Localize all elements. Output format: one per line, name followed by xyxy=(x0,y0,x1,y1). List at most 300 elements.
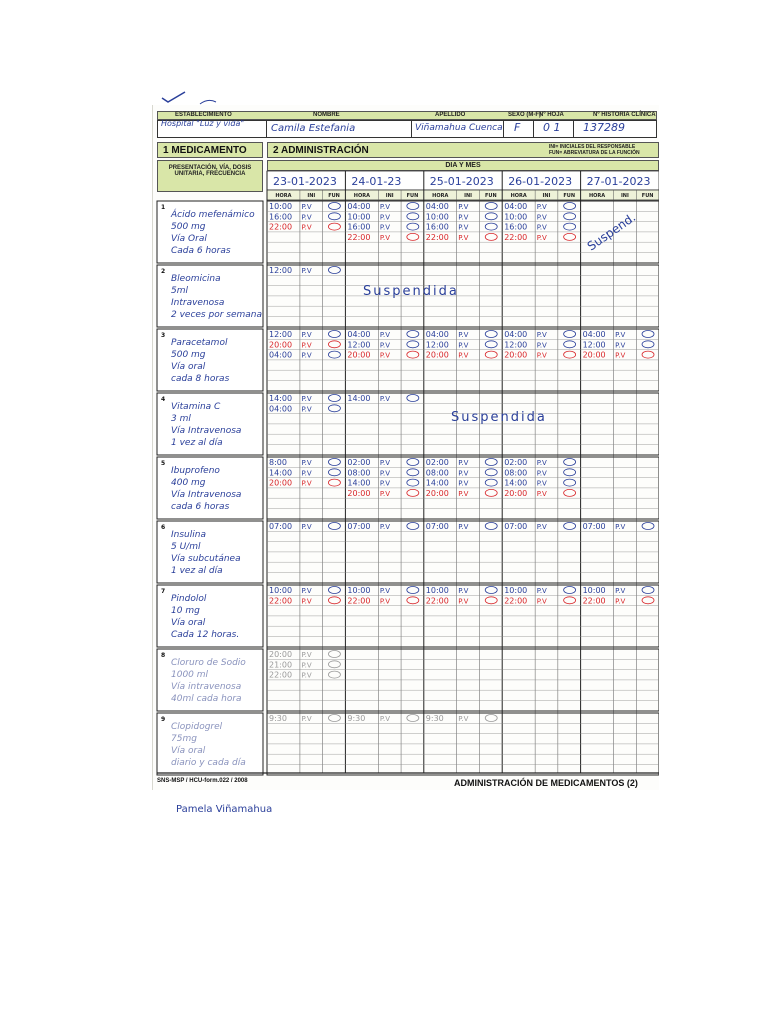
dose-initials: P.V xyxy=(379,523,391,531)
dose-time: 10:00 xyxy=(582,586,606,595)
signature-mark xyxy=(328,597,340,604)
hoja-value: 0 1 xyxy=(543,121,561,134)
medication-number: 3 xyxy=(161,332,166,339)
dose-initials: P.V xyxy=(301,651,312,659)
medication-text: cada 6 horas xyxy=(171,502,230,512)
signature-mark xyxy=(485,489,497,496)
dose-time: 22:00 xyxy=(504,596,528,606)
dose-time: 04:00 xyxy=(269,350,293,360)
signature-mark xyxy=(328,341,340,348)
dose-initials: P.V xyxy=(458,233,469,242)
signature-mark xyxy=(407,479,419,486)
signature-mark xyxy=(564,203,576,210)
dose-time: 08:00 xyxy=(347,468,371,478)
dose-time: 20:00 xyxy=(347,350,371,360)
dose-initials: P.V xyxy=(379,395,391,403)
establecimiento-label: ESTABLECIMIENTO xyxy=(175,112,232,118)
dose-time: 12:00 xyxy=(582,340,606,350)
dose-time: 22:00 xyxy=(425,232,449,242)
signature-mark xyxy=(407,597,419,604)
signature-mark xyxy=(485,587,497,594)
column-label: INI xyxy=(542,193,551,199)
medication-text: Cada 6 horas xyxy=(171,246,231,256)
column-label: INI xyxy=(620,193,629,199)
dose-time: 07:00 xyxy=(425,522,449,531)
dose-time: 12:00 xyxy=(269,330,293,339)
signature-mark xyxy=(564,587,576,594)
dose-time: 20:00 xyxy=(269,650,293,659)
column-label: HORA xyxy=(588,193,606,199)
historia-label: Nº HISTORIA CLÍNICA xyxy=(593,112,656,118)
dose-initials: P.V xyxy=(379,459,391,467)
dose-time: 20:00 xyxy=(269,340,293,350)
dose-time: 22:00 xyxy=(425,596,449,606)
dose-initials: P.V xyxy=(301,405,312,414)
signature-mark xyxy=(642,587,654,594)
dose-initials: P.V xyxy=(301,587,312,595)
dose-time: 10:00 xyxy=(504,586,528,595)
dose-initials: P.V xyxy=(458,341,469,350)
dose-time: 16:00 xyxy=(504,222,528,232)
dose-time: 14:00 xyxy=(425,478,449,488)
suspendida-annotation: Suspendida xyxy=(451,410,547,425)
medication-number: 7 xyxy=(161,588,166,595)
historia-value: 137289 xyxy=(583,121,625,134)
medication-text: Vía Intravenosa xyxy=(171,426,242,436)
signature-mark xyxy=(328,661,340,668)
dose-time: 08:00 xyxy=(504,468,528,478)
dose-time: 20:00 xyxy=(504,488,528,498)
dose-time: 22:00 xyxy=(269,670,293,680)
date-label: 26-01-2023 xyxy=(508,175,573,188)
dose-time: 22:00 xyxy=(582,596,606,606)
dose-initials: P.V xyxy=(379,233,391,242)
dose-initials: P.V xyxy=(536,479,547,488)
medication-text: Paracetamol xyxy=(171,338,228,348)
column-label: INI xyxy=(385,193,394,199)
dose-time: 16:00 xyxy=(425,222,449,232)
dose-time: 12:00 xyxy=(504,340,528,350)
signature-mark xyxy=(328,651,340,658)
dose-time: 10:00 xyxy=(347,212,371,222)
suspendida-annotation: Suspendida xyxy=(363,284,459,299)
dose-time: 04:00 xyxy=(347,202,371,211)
dose-initials: P.V xyxy=(536,523,547,531)
dose-time: 04:00 xyxy=(504,202,528,211)
medication-text: 2 veces por semana xyxy=(171,310,262,320)
medication-text: cada 8 horas xyxy=(171,374,230,384)
dose-time: 08:00 xyxy=(425,468,449,478)
hoja-label: Nº HOJA xyxy=(539,112,564,118)
medication-text: diario y cada día xyxy=(171,758,246,768)
signature-mark xyxy=(564,523,576,530)
dose-initials: P.V xyxy=(536,469,547,478)
dose-time: 10:00 xyxy=(504,212,528,222)
dose-initials: P.V xyxy=(615,597,626,606)
dose-time: 14:00 xyxy=(347,394,371,403)
signature-mark xyxy=(407,459,419,466)
dose-time: 10:00 xyxy=(269,202,293,211)
dose-time: 14:00 xyxy=(269,468,293,478)
administracion-title: 2 ADMINISTRACIÓN xyxy=(273,145,369,156)
medication-text: Insulina xyxy=(171,530,206,540)
dose-initials: P.V xyxy=(615,587,626,595)
signature-mark xyxy=(407,351,419,358)
signature-mark xyxy=(485,523,497,530)
dose-time: 12:00 xyxy=(425,340,449,350)
dose-time: 20:00 xyxy=(582,350,606,360)
dose-time: 04:00 xyxy=(425,330,449,339)
dose-initials: P.V xyxy=(379,213,391,222)
signature-mark xyxy=(642,351,654,358)
signature-mark xyxy=(328,479,340,486)
medication-number: 5 xyxy=(161,460,166,467)
dose-initials: P.V xyxy=(301,213,312,222)
dose-time: 07:00 xyxy=(504,522,528,531)
dose-time: 04:00 xyxy=(269,404,293,414)
signature-mark xyxy=(564,459,576,466)
dose-initials: P.V xyxy=(536,597,547,606)
signature-mark xyxy=(485,203,497,210)
signature-mark xyxy=(485,469,497,476)
dose-initials: P.V xyxy=(379,479,391,488)
dose-initials: P.V xyxy=(458,203,469,211)
dose-initials: P.V xyxy=(379,331,391,339)
signature-mark xyxy=(485,459,497,466)
column-label: HORA xyxy=(275,193,292,199)
column-label: FUN xyxy=(484,193,497,199)
signature-mark xyxy=(485,223,497,230)
dose-time: 10:00 xyxy=(347,586,371,595)
dose-initials: P.V xyxy=(379,469,391,478)
form-code: SNS-MSP / HCU-form.022 / 2008 xyxy=(157,778,248,784)
dose-initials: P.V xyxy=(379,341,391,350)
date-label: 25-01-2023 xyxy=(429,175,494,188)
dose-initials: P.V xyxy=(301,203,312,211)
dose-initials: P.V xyxy=(301,715,312,723)
medication-text: Cloruro de Sodio xyxy=(171,658,246,668)
signature-mark xyxy=(564,479,576,486)
dose-initials: P.V xyxy=(458,479,469,488)
dose-time: 16:00 xyxy=(269,212,293,222)
dose-initials: P.V xyxy=(615,331,626,339)
nombre-label: NOMBRE xyxy=(313,112,340,118)
dose-initials: P.V xyxy=(536,203,547,211)
presentacion-label: PRESENTACIÓN, VÍA, DOSIS UNITARIA, FRECUENCIA xyxy=(168,165,252,177)
dose-initials: P.V xyxy=(301,351,312,360)
dose-initials: P.V xyxy=(458,597,469,606)
medication-text: Intravenosa xyxy=(171,298,225,308)
signature-mark xyxy=(485,597,497,604)
dose-time: 02:00 xyxy=(347,458,371,467)
dose-initials: P.V xyxy=(458,351,469,360)
form-title: ADMINISTRACIÓN DE MEDICAMENTOS (2) xyxy=(454,778,638,788)
medication-number: 2 xyxy=(161,268,166,275)
medication-text: 1 vez al día xyxy=(171,566,223,576)
medication-text: Vía oral xyxy=(171,746,206,756)
column-label: FUN xyxy=(328,193,340,199)
medication-number: 6 xyxy=(161,524,166,531)
signature-mark xyxy=(485,233,497,240)
signature-mark xyxy=(328,671,340,678)
dose-time: 20:00 xyxy=(347,488,371,498)
signature-mark xyxy=(328,267,340,274)
sexo-label: SEXO (M-F) xyxy=(508,112,541,118)
medication-number: 1 xyxy=(161,204,166,211)
column-label: FUN xyxy=(406,193,419,199)
dose-initials: P.V xyxy=(536,587,547,595)
dose-initials: P.V xyxy=(301,479,312,488)
dose-time: 10:00 xyxy=(425,586,449,595)
medication-text: Pindolol xyxy=(171,594,207,604)
date-label: 27-01-2023 xyxy=(586,175,651,188)
administration-grid xyxy=(153,105,659,795)
dose-initials: P.V xyxy=(301,267,312,275)
dose-time: 16:00 xyxy=(347,222,371,232)
nombre-value: Camila Estefania xyxy=(271,123,356,134)
signature-mark xyxy=(485,715,497,722)
dose-initials: P.V xyxy=(458,213,469,222)
dia-mes-label: DIA Y MES xyxy=(445,162,481,169)
dose-initials: P.V xyxy=(536,233,547,242)
dose-initials: P.V xyxy=(301,223,312,232)
signature-mark xyxy=(328,459,340,466)
signature-mark xyxy=(328,587,340,594)
column-label: FUN xyxy=(563,193,576,199)
dose-initials: P.V xyxy=(536,489,547,498)
medication-text: Cada 12 horas. xyxy=(171,630,240,640)
column-label: FUN xyxy=(641,193,654,199)
dose-time: 04:00 xyxy=(582,330,606,339)
suspend-annotation: Suspend. xyxy=(584,210,639,254)
dose-time: 22:00 xyxy=(347,596,371,606)
dose-time: 9:30 xyxy=(347,714,366,723)
dose-time: 07:00 xyxy=(269,522,293,531)
dose-initials: P.V xyxy=(301,459,312,467)
dose-initials: P.V xyxy=(536,351,547,360)
form-sheet xyxy=(152,105,659,790)
dose-time: 12:00 xyxy=(347,340,371,350)
dose-time: 22:00 xyxy=(269,222,293,232)
medication-text: 40ml cada hora xyxy=(171,694,242,704)
signature-mark xyxy=(407,395,419,402)
dose-time: 8:00 xyxy=(269,458,287,467)
dose-time: 04:00 xyxy=(504,330,528,339)
dose-initials: P.V xyxy=(615,523,626,531)
dose-initials: P.V xyxy=(301,523,312,531)
ini-note: INI= INICIALES DEL RESPONSABLE xyxy=(549,144,636,150)
dose-time: 22:00 xyxy=(347,232,371,242)
medication-text: 3 ml xyxy=(171,414,191,424)
medication-text: Ibuprofeno xyxy=(171,466,220,476)
dose-time: 9:30 xyxy=(425,714,444,723)
signature-mark xyxy=(328,223,340,230)
signature-mark xyxy=(328,203,340,210)
medication-text: Vía intravenosa xyxy=(171,682,242,692)
dose-time: 10:00 xyxy=(425,212,449,222)
dose-time: 14:00 xyxy=(269,394,293,403)
dose-time: 20:00 xyxy=(425,350,449,360)
medication-text: Vía subcutánea xyxy=(171,554,241,564)
signature-mark xyxy=(485,331,497,338)
dose-initials: P.V xyxy=(379,489,391,498)
dose-initials: P.V xyxy=(379,351,391,360)
medication-text: Clopidogrel xyxy=(171,722,223,732)
medication-text: 1 vez al día xyxy=(171,438,223,448)
dose-initials: P.V xyxy=(301,469,312,478)
signature-mark xyxy=(485,341,497,348)
medication-text: 10 mg xyxy=(171,606,200,616)
medication-text: Bleomicina xyxy=(171,274,221,284)
sexo-value: F xyxy=(514,121,521,134)
signature-mark xyxy=(407,469,419,476)
column-label: HORA xyxy=(510,193,527,199)
dose-initials: P.V xyxy=(536,331,547,339)
signature: Pamela Viñamahua xyxy=(176,804,273,815)
dose-initials: P.V xyxy=(301,331,312,339)
signature-mark xyxy=(407,223,419,230)
medication-text: 5 U/ml xyxy=(171,542,201,552)
dose-initials: P.V xyxy=(615,351,626,360)
signature-mark xyxy=(642,341,654,348)
dose-initials: P.V xyxy=(379,223,391,232)
medication-text: Ácido mefenámico xyxy=(171,210,255,220)
medication-number: 4 xyxy=(161,396,166,403)
dose-time: 20:00 xyxy=(504,350,528,360)
dose-initials: P.V xyxy=(458,715,469,723)
signature-mark xyxy=(564,469,576,476)
medication-text: Vía oral xyxy=(171,618,206,628)
dose-time: 20:00 xyxy=(425,488,449,498)
signature-mark xyxy=(564,351,576,358)
signature-mark xyxy=(328,351,340,358)
dose-time: 07:00 xyxy=(582,522,606,531)
dose-initials: P.V xyxy=(536,459,547,467)
dose-time: 04:00 xyxy=(425,202,449,211)
dose-time: 04:00 xyxy=(347,330,371,339)
signature-mark xyxy=(564,489,576,496)
signature-mark xyxy=(328,523,340,530)
signature-mark xyxy=(407,203,419,210)
dose-initials: P.V xyxy=(458,469,469,478)
signature-mark xyxy=(485,351,497,358)
signature-mark xyxy=(407,489,419,496)
dose-time: 22:00 xyxy=(504,232,528,242)
signature-mark xyxy=(407,341,419,348)
apellido-label: APELLIDO xyxy=(435,112,466,118)
signature-mark xyxy=(328,405,340,412)
dose-initials: P.V xyxy=(301,661,312,670)
dose-initials: P.V xyxy=(536,223,547,232)
dose-initials: P.V xyxy=(301,671,312,680)
signature-mark xyxy=(407,213,419,220)
signature-mark xyxy=(328,395,340,402)
fun-note: FUN= ABREVIATURA DE LA FUNCIÓN xyxy=(549,150,640,156)
signature-mark xyxy=(407,523,419,530)
dose-initials: P.V xyxy=(379,203,391,211)
medication-text: Vía Intravenosa xyxy=(171,490,242,500)
column-label: INI xyxy=(307,193,316,199)
signature-mark xyxy=(564,597,576,604)
signature-mark xyxy=(407,233,419,240)
signature-mark xyxy=(564,341,576,348)
signature-mark xyxy=(328,715,340,722)
signature-mark xyxy=(564,223,576,230)
dose-time: 9:30 xyxy=(269,714,287,723)
dose-initials: P.V xyxy=(536,213,547,222)
dose-time: 21:00 xyxy=(269,660,293,670)
column-label: INI xyxy=(464,193,473,199)
signature-mark xyxy=(564,331,576,338)
dose-initials: P.V xyxy=(379,597,391,606)
signature-mark xyxy=(328,213,340,220)
medication-text: Vitamina C xyxy=(171,402,221,412)
column-label: HORA xyxy=(353,193,370,199)
medication-text: 400 mg xyxy=(171,478,206,488)
signature-mark xyxy=(642,523,654,530)
medicamento-title: 1 MEDICAMENTO xyxy=(163,145,247,156)
signature-mark xyxy=(642,331,654,338)
dose-time: 14:00 xyxy=(504,478,528,488)
signature-mark xyxy=(485,213,497,220)
medication-text: 75mg xyxy=(171,734,197,744)
medication-text: 5ml xyxy=(171,286,188,296)
check-mark-icon xyxy=(160,88,220,108)
dose-initials: P.V xyxy=(379,587,391,595)
signature-mark xyxy=(328,469,340,476)
medication-number: 9 xyxy=(161,716,166,723)
dose-time: 10:00 xyxy=(269,586,293,595)
dose-initials: P.V xyxy=(458,223,469,232)
signature-mark xyxy=(642,597,654,604)
date-label: 24-01-23 xyxy=(351,175,402,188)
signature-mark xyxy=(407,331,419,338)
dose-initials: P.V xyxy=(458,331,469,339)
dose-initials: P.V xyxy=(615,341,626,350)
date-label: 23-01-2023 xyxy=(273,175,337,188)
apellido-value: Viñamahua Cuenca xyxy=(415,123,503,133)
dose-initials: P.V xyxy=(458,459,469,467)
signature-mark xyxy=(407,587,419,594)
dose-initials: P.V xyxy=(536,341,547,350)
medication-text: Vía Oral xyxy=(171,234,207,244)
signature-mark xyxy=(564,213,576,220)
establecimiento-value: Hospital "Luz y vida" xyxy=(161,119,245,128)
medication-text: Vía oral xyxy=(171,362,206,372)
dose-time: 02:00 xyxy=(425,458,449,467)
signature-mark xyxy=(564,233,576,240)
dose-initials: P.V xyxy=(458,587,469,595)
signature-mark xyxy=(407,715,419,722)
dose-time: 20:00 xyxy=(269,478,293,488)
dose-initials: P.V xyxy=(301,597,312,606)
signature-mark xyxy=(485,479,497,486)
medication-text: 500 mg xyxy=(171,350,206,360)
medication-number: 8 xyxy=(161,652,166,659)
dose-time: 02:00 xyxy=(504,458,528,467)
dose-time: 14:00 xyxy=(347,478,371,488)
dose-initials: P.V xyxy=(458,523,469,531)
medication-text: 500 mg xyxy=(171,222,206,232)
dose-time: 12:00 xyxy=(269,266,293,275)
column-label: HORA xyxy=(432,193,449,199)
medication-text: 1000 ml xyxy=(171,670,209,680)
dose-time: 22:00 xyxy=(269,596,293,606)
dose-time: 07:00 xyxy=(347,522,371,531)
dose-initials: P.V xyxy=(301,341,312,350)
dose-initials: P.V xyxy=(379,715,391,723)
dose-initials: P.V xyxy=(458,489,469,498)
